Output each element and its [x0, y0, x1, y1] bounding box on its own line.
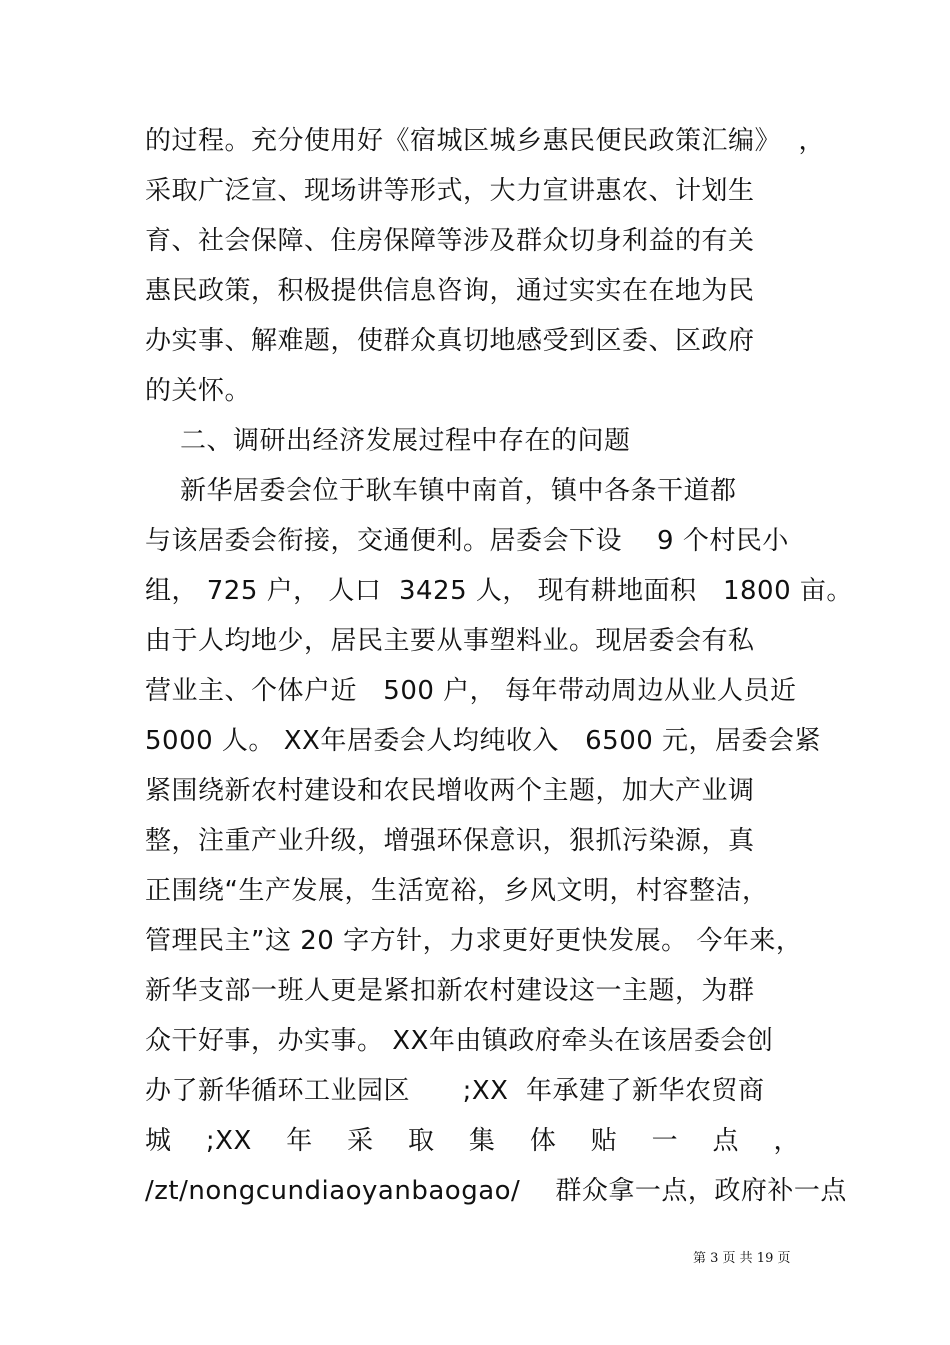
text-line: 整，注重产业升级，增强环保意识，狠抓污染源，真: [145, 826, 755, 856]
spread-word: 贴: [590, 1126, 618, 1156]
section-heading: 二、调研出经济发展过程中存在的问题: [145, 426, 631, 456]
spread-word: ;XX: [205, 1126, 252, 1156]
spread-word: 体: [529, 1126, 557, 1156]
text-line: 新华支部一班人更是紧扣新农村建设这一主题，为群: [145, 976, 755, 1006]
spread-word: 取: [408, 1126, 435, 1156]
text-line: 办实事、解难题，使群众真切地感受到区委、区政府: [145, 326, 755, 356]
text-line: 新华居委会位于耿车镇中南首，镇中各条干道都: [145, 476, 737, 506]
text-line: 采取广泛宣、现场讲等形式，大力宣讲惠农、计划生: [145, 176, 755, 206]
spread-word: 城: [145, 1126, 172, 1156]
text-line: 正围绕“生产发展，生活宽裕，乡风文明，村容整洁，: [145, 876, 769, 906]
text-line: 紧围绕新农村建设和农民增收两个主题，加大产业调: [145, 776, 755, 806]
spread-text-line: [145, 1124, 800, 1158]
spread-word: 采: [347, 1126, 374, 1156]
spread-word: 集: [468, 1126, 496, 1156]
text-line: 组， 725 户， 人口 3425 人， 现有耕地面积 1800 亩。: [145, 576, 853, 606]
text-line: 管理民主”这 20 字方针，力求更好更快发展。 今年来，: [145, 926, 803, 956]
text-line: 的过程。充分使用好《宿城区城乡惠民便民政策汇编》 ，: [145, 126, 826, 156]
text-line: 与该居委会衔接，交通便利。居委会下设 9 个村民小: [145, 526, 789, 556]
text-line: 由于人均地少，居民主要从事塑料业。现居委会有私: [145, 626, 755, 656]
page-number: 第 3 页 共 19 页: [693, 1251, 791, 1266]
spread-word: 点: [712, 1126, 740, 1156]
text-line: 育、社会保障、住房保障等涉及群众切身利益的有关: [145, 226, 755, 256]
spread-word: 年: [286, 1126, 313, 1156]
text-line: 营业主、个体户近 500 户， 每年带动周边从业人员近: [145, 676, 797, 706]
text-line: 的关怀。: [145, 376, 252, 406]
text-line: 众干好事，办实事。 XX年由镇政府牵头在该居委会创: [145, 1026, 774, 1056]
text-line: 5000 人。 XX年居委会人均纯收入 6500 元，居委会紧: [145, 726, 822, 756]
text-line: 惠民政策，积极提供信息咨询，通过实实在在地为民: [145, 276, 755, 306]
text-line: 办了新华循环工业园区 ;XX 年承建了新华农贸商: [145, 1076, 765, 1106]
spread-word: 一: [651, 1126, 679, 1156]
text-line: /zt/nongcundiaoyanbaogao/ 群众拿一点，政府补一点: [145, 1176, 847, 1206]
spread-word: ，: [773, 1126, 800, 1156]
